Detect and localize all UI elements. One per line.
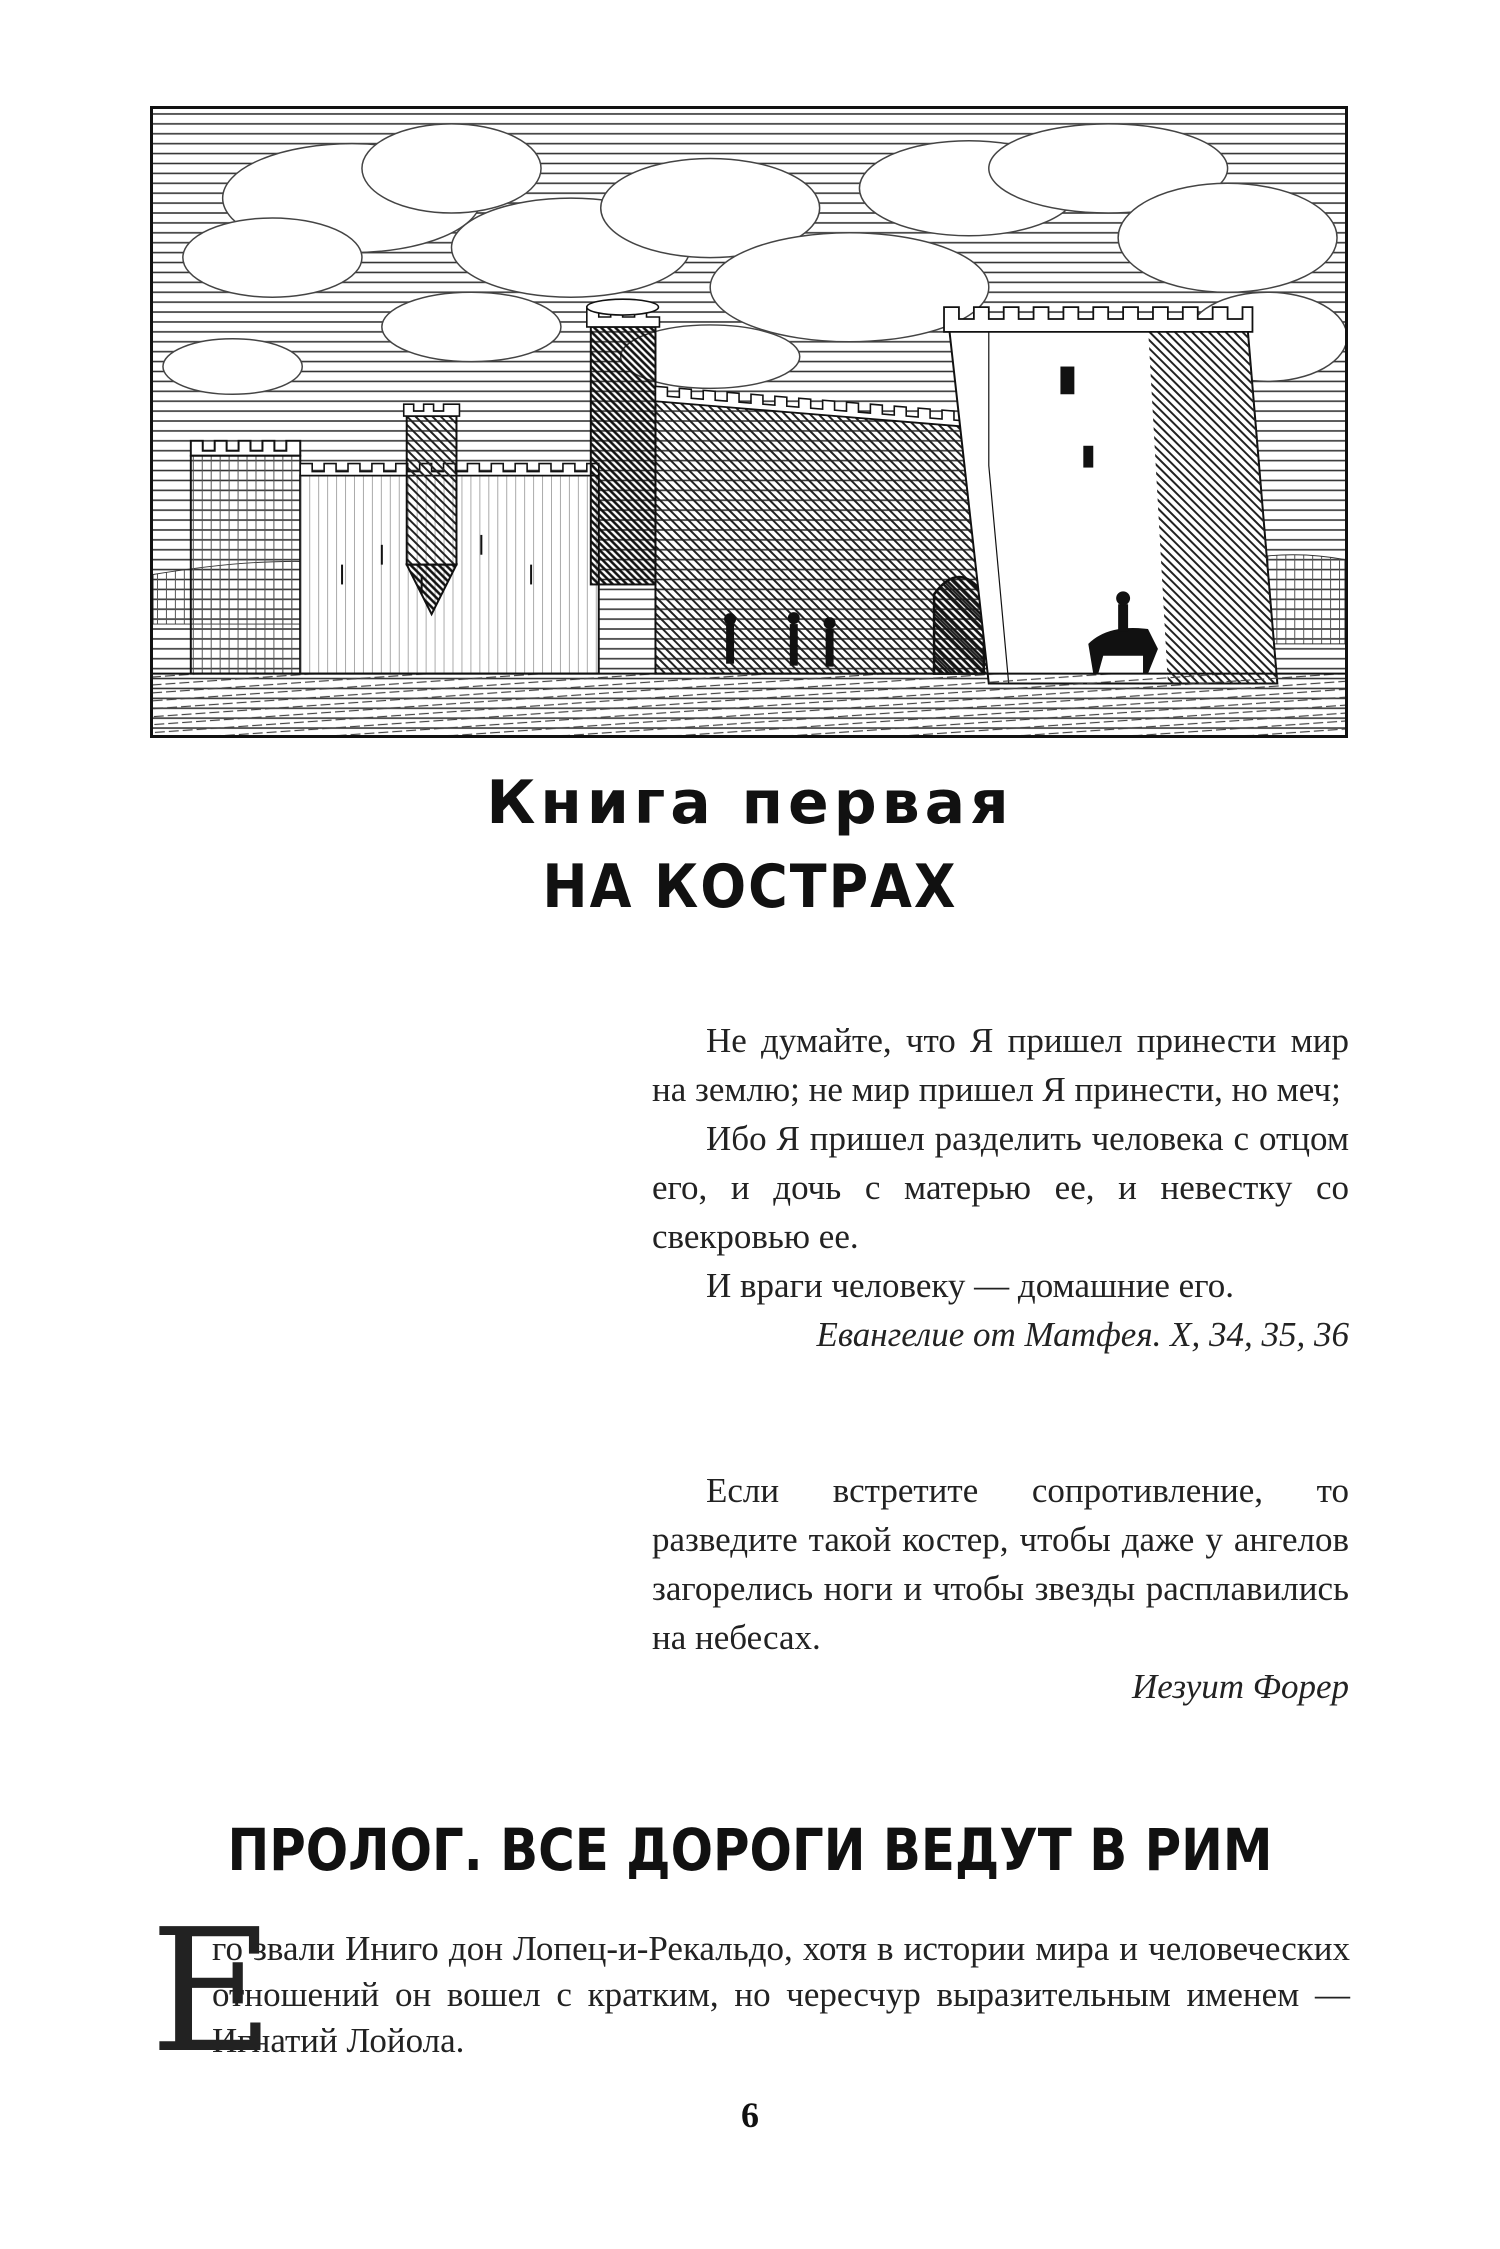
drop-cap: Е <box>150 1893 275 2091</box>
epigraph-paragraph: Ибо Я пришел разделить человека с отцом его, и дочь с матерью ее, и невестку со свекровью ее. <box>652 1119 1349 1256</box>
right-tower <box>944 307 1277 683</box>
epigraph-paragraph: Если встретите сопротивление, то разведите такой костер, чтобы даже у ангелов загорелись ноги и чтобы звезды расплавились на небесах. <box>652 1471 1349 1657</box>
epigraph-forer <box>652 1466 1349 1711</box>
castle-illustration <box>150 106 1348 738</box>
epigraph-paragraph: И враги человеку — домашние его. <box>706 1266 1234 1305</box>
epigraph-source: Иезуит Форер <box>1131 1667 1349 1706</box>
page-number: 6 <box>741 2095 759 2135</box>
castle-engraving <box>153 109 1345 735</box>
prologue-title: ПРОЛОГ. ВСЕ ДОРОГИ ВЕДУТ В РИМ <box>227 1816 1273 1884</box>
prologue-text <box>212 1926 1350 2064</box>
epigraph-gospel <box>652 1016 1349 1359</box>
left-tower <box>191 441 300 674</box>
epigraph-paragraph: Не думайте, что Я пришел принести мир на землю; не мир пришел Я принести, но меч; <box>652 1021 1349 1109</box>
epigraph-source: Евангелие от Матфея. X, 34, 35, 36 <box>816 1315 1349 1354</box>
book-title-line1: Книга первая <box>486 768 1014 838</box>
book-title-line2: НА КОСТРАХ <box>542 852 958 922</box>
central-turret <box>587 299 660 584</box>
prologue-paragraph: го звали Иниго дон Лопец-и-Рекальдо, хотя в истории мира и человеческих отношений он вошел с кратким, но чересчур выразительным именем — Игнатий Лойола. <box>212 1929 1350 2060</box>
